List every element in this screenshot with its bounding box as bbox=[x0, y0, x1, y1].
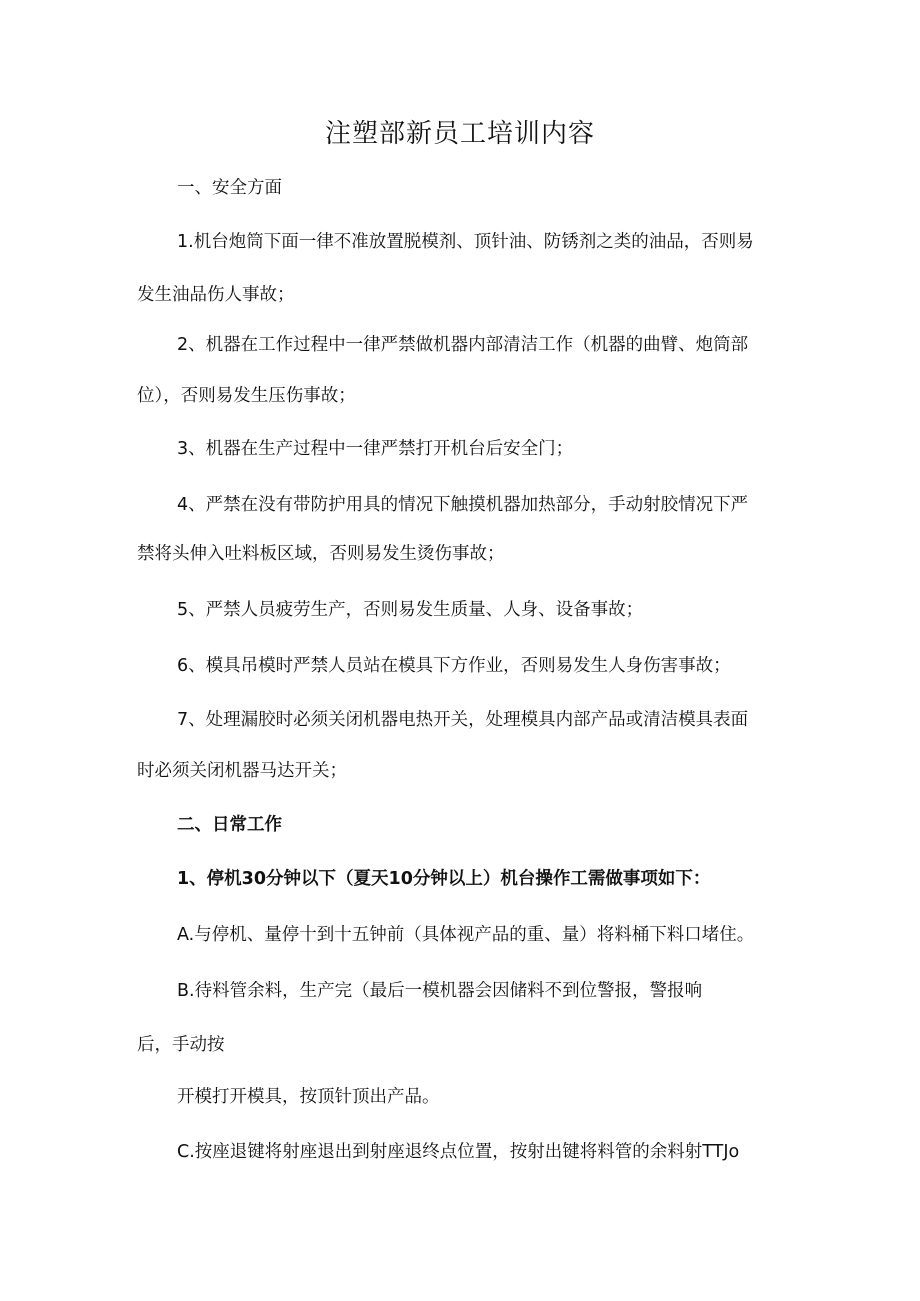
safety-item-1-line-2: 发生油品伤人事故； bbox=[137, 285, 295, 305]
step-b-line-3: 开模打开模具，按顶针顶出产品。 bbox=[177, 1087, 440, 1107]
section-heading-safety: 一、安全方面 bbox=[177, 178, 282, 198]
section-heading-daily-work: 二、日常工作 bbox=[177, 815, 282, 835]
daily-work-subheading: 1、停机30分钟以下（夏天10分钟以上）机台操作工需做事项如下： bbox=[177, 869, 711, 889]
step-b-line-2: 后，手动按 bbox=[137, 1035, 225, 1055]
safety-item-6: 6、模具吊模时严禁人员站在模具下方作业，否则易发生人身伤害事故； bbox=[177, 656, 731, 676]
safety-item-7-line-1: 7、处理漏胶时必须关闭机器电热开关，处理模具内部产品或清洁模具表面 bbox=[177, 710, 749, 730]
safety-item-1-line-1: 1.机台炮筒下面一律不准放置脱模剂、顶针油、防锈剂之类的油品，否则易 bbox=[177, 232, 754, 252]
safety-item-2-line-2: 位），否则易发生压伤事故； bbox=[137, 386, 356, 406]
safety-item-7-line-2: 时必须关闭机器马达开关； bbox=[137, 761, 347, 781]
safety-item-2-line-1: 2、机器在工作过程中一律严禁做机器内部清洁工作（机器的曲臂、炮筒部 bbox=[177, 335, 749, 355]
safety-item-4-line-1: 4、严禁在没有带防护用具的情况下触摸机器加热部分，手动射胶情况下严 bbox=[177, 495, 749, 515]
safety-item-4-line-2: 禁将头伸入吐料板区域，否则易发生烫伤事故； bbox=[137, 544, 505, 564]
step-a: A.与停机、量停十到十五钟前（具体视产品的重、量）将料桶下料口堵住。 bbox=[177, 925, 755, 945]
step-b-line-1: B.待料管余料，生产完（最后一模机器会因储料不到位警报，警报响 bbox=[177, 981, 703, 1001]
step-c: C.按座退键将射座退出到射座退终点位置，按射出键将料管的余料射TTJo bbox=[177, 1142, 740, 1162]
page-title: 注塑部新员工培训内容 bbox=[324, 119, 595, 149]
safety-item-5: 5、严禁人员疲劳生产，否则易发生质量、人身、设备事故； bbox=[177, 600, 644, 620]
safety-item-3: 3、机器在生产过程中一律严禁打开机台后安全门； bbox=[177, 439, 574, 459]
